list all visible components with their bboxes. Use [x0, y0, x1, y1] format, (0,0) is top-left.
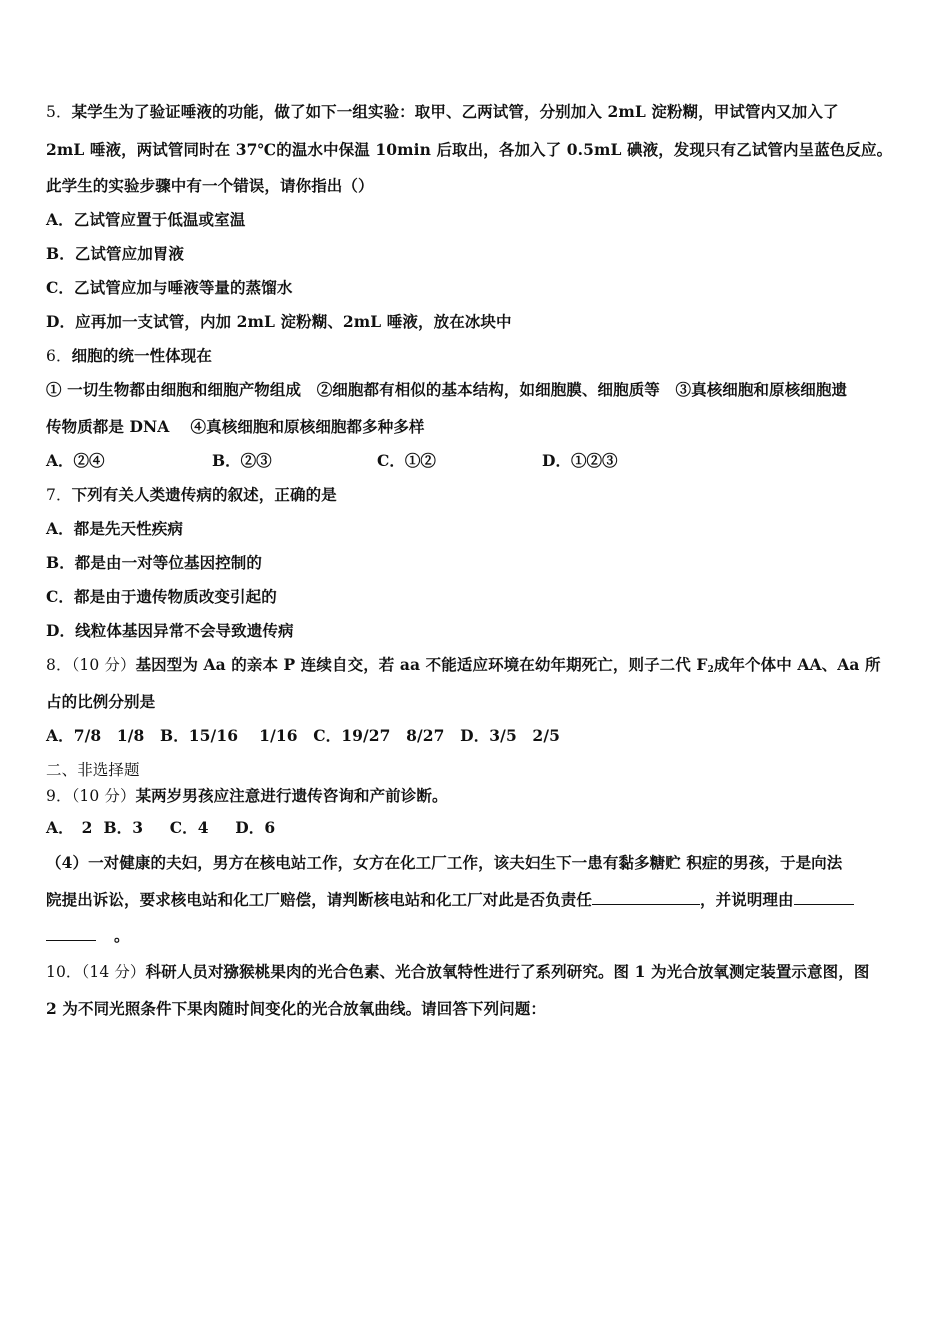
q10-stem-line-1	[46, 962, 869, 982]
q9-stem-text: 某两岁男孩应注意进行遗传咨询和产前诊断。	[135, 786, 448, 805]
q5-option-b: B．乙试管应加胃液	[46, 244, 185, 263]
q10-stem-line-2: 2 为不同光照条件下果肉随时间变化的光合放氧曲线。请回答下列问题：	[46, 999, 546, 1018]
section-heading: 二、非选择题	[46, 761, 140, 779]
q8-score: （10 分）	[71, 656, 136, 674]
q9-stem	[46, 786, 448, 806]
q7-stem	[46, 485, 337, 505]
q7-option-a: A．都是先天性疾病	[46, 519, 183, 538]
q8-subscript: 2	[707, 665, 714, 675]
q9-subquestion-line-1: （4）一对健康的夫妇，男方在核电站工作，女方在化工厂工作，该夫妇生下一患有黏多糖贮 积症的男孩，于是向法	[46, 853, 843, 872]
q8-stem-text-a: 基因型为 Aa 的亲本 P 连续自交，若 aa 不能适应环境在幼年期死亡，则子二代 F	[135, 655, 708, 674]
q8-number: 8．	[46, 656, 72, 674]
q5-stem-line-1: 某学生为了验证唾液的功能，做了如下一组实验：取甲、乙两试管，分别加入 2mL 淀粉糊，甲试管内又加入了	[71, 102, 839, 121]
q9-subquestion-text-b: ，并说明理由	[700, 890, 794, 909]
q7-number: 7．	[46, 486, 72, 504]
q8-stem-line-2: 占的比例分别是	[46, 692, 156, 711]
q7-option-d: D．线粒体基因异常不会导致遗传病	[46, 621, 294, 640]
q8-options: A．7/8 1/8 B．15/16 1/16 C．19/27 8/27 D．3/5 2/5	[46, 726, 560, 745]
q6-stem	[46, 346, 212, 366]
answer-blank-reason-cont[interactable]	[46, 926, 96, 941]
q5-option-c: C．乙试管应加与唾液等量的蒸馏水	[46, 278, 293, 297]
q5-option-a: A．乙试管应置于低温或室温	[46, 210, 246, 229]
q6-stem-text: 细胞的统一性体现在	[71, 346, 212, 365]
q5-stem-line-3: 此学生的实验步骤中有一个错误，请你指出（）	[46, 176, 374, 195]
q5-stem-line-2: 2mL 唾液，两试管同时在 37℃的温水中保温 10min 后取出，各加入了 0.5mL 碘液，发现只有乙试管内呈蓝色反应。	[46, 140, 893, 159]
q5-line-1	[46, 102, 839, 122]
q7-stem-text: 下列有关人类遗传病的叙述，正确的是	[71, 485, 337, 504]
q8-stem-line-1	[46, 655, 881, 680]
answer-blank-reason[interactable]	[794, 890, 854, 905]
q9-subquestion-line-2	[46, 890, 854, 910]
q9-score: （10 分）	[71, 787, 136, 805]
q6-option-a: A．②④	[46, 451, 105, 470]
q10-stem-text: 科研人员对猕猴桃果肉的光合色素、光合放氧特性进行了系列研究。图 1 为光合放氧测定装置示意图，图	[145, 962, 870, 981]
q8-stem-text-b: 成年个体中 AA、Aa 所	[713, 655, 881, 674]
q6-option-c: C．①②	[377, 451, 436, 470]
q7-option-b: B．都是由一对等位基因控制的	[46, 553, 263, 572]
answer-blank-responsibility[interactable]	[592, 890, 700, 905]
q6-statement-line-1: ① 一切生物都由细胞和细胞产物组成 ②细胞都有相似的基本结构，如细胞膜、细胞质等 ③真核细胞和原核细胞遗	[46, 380, 848, 399]
q5-number: 5．	[46, 103, 72, 121]
q10-score: （14 分）	[81, 963, 146, 981]
q6-number: 6．	[46, 347, 72, 365]
q9-number: 9．	[46, 787, 72, 805]
q9-options: A． 2 B．3 C．4 D．6	[46, 818, 276, 837]
q9-period: 。	[114, 926, 130, 945]
q10-number: 10．	[46, 963, 82, 981]
q7-option-c: C．都是由于遗传物质改变引起的	[46, 587, 277, 606]
q5-option-d: D．应再加一支试管，内加 2mL 淀粉糊、2mL 唾液，放在冰块中	[46, 312, 512, 331]
q9-subquestion-text-a: 院提出诉讼，要求核电站和化工厂赔偿，请判断核电站和化工厂对此是否负责任	[46, 890, 593, 909]
q6-option-b: B．②③	[212, 451, 272, 470]
q6-option-d: D．①②③	[542, 451, 618, 470]
q6-statement-line-2: 传物质都是 DNA ④真核细胞和原核细胞都多种多样	[46, 417, 425, 436]
q9-subquestion-line-3	[46, 926, 130, 946]
